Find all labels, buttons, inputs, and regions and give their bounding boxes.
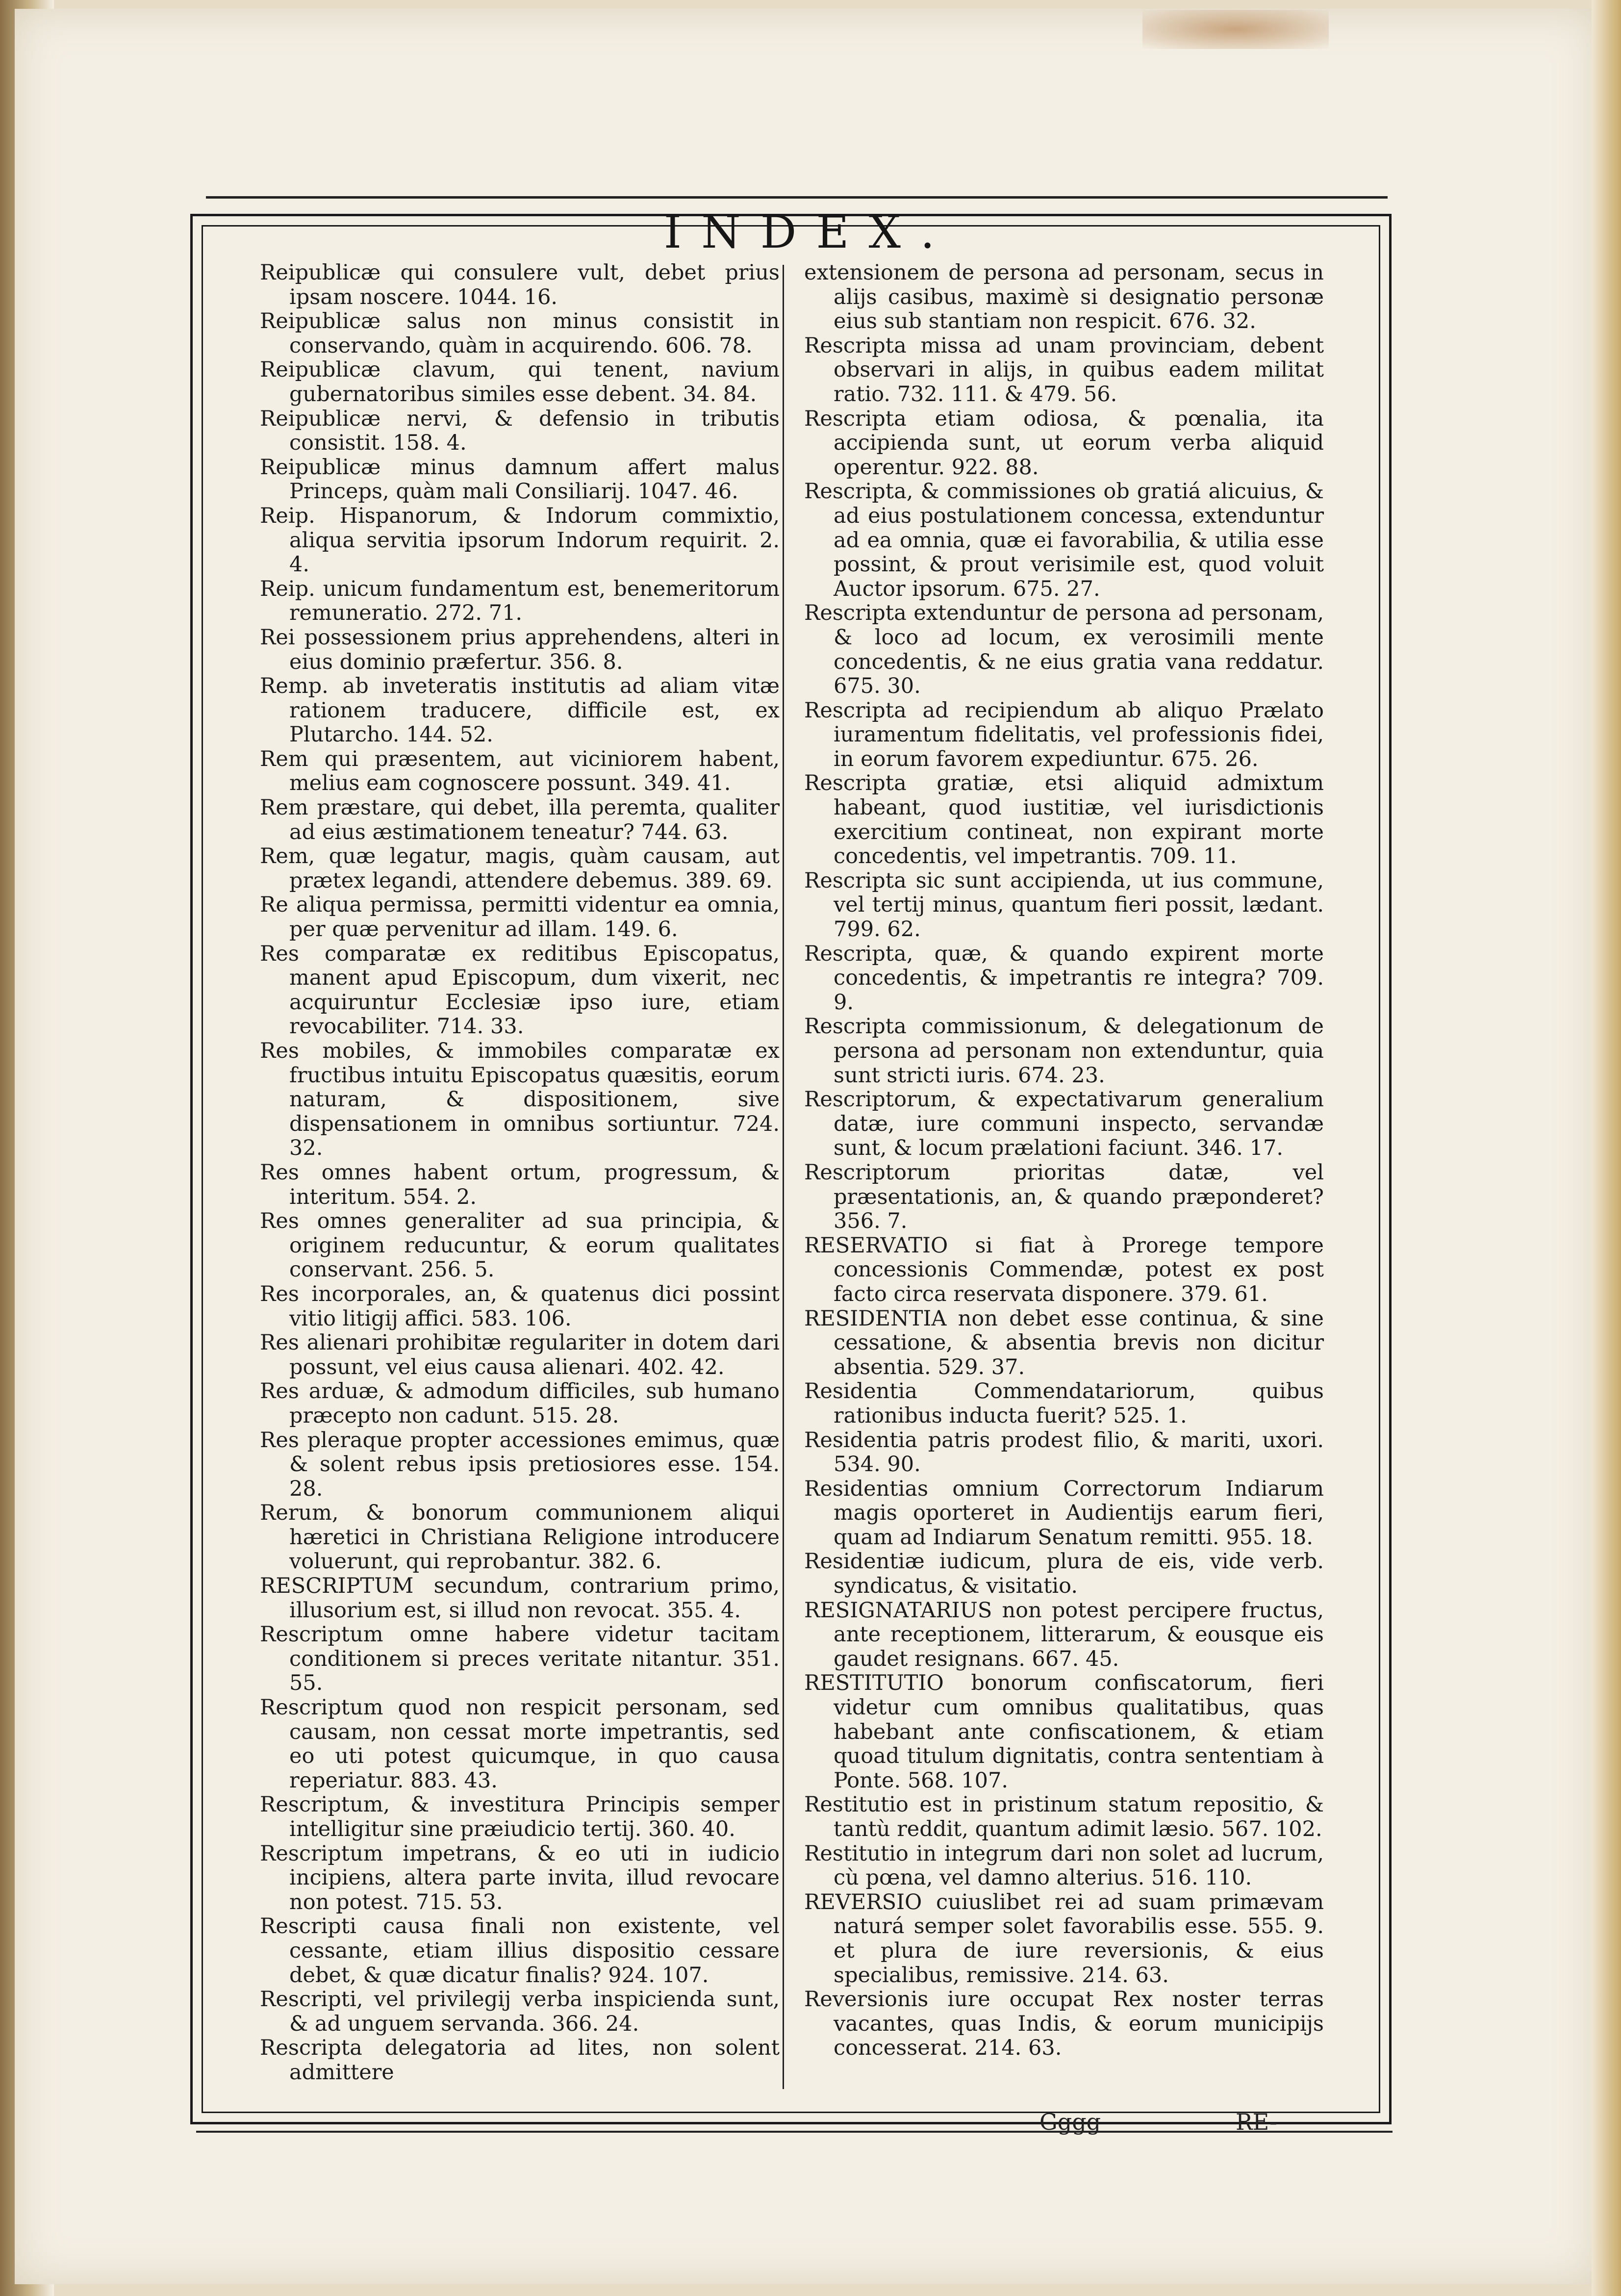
index-entry: Res omnes habent ortum, progressum, & interitum. 554. 2. bbox=[260, 1160, 780, 1209]
index-entry: Rescripta extenduntur de persona ad personam, & loco ad locum, ex verosimili mente concedentis, & ne eius gratia vana reddatur. 675. 30. bbox=[804, 601, 1324, 699]
index-entry: Re aliqua permissa, permitti videntur ea omnia, per quæ pervenitur ad illam. 149. 6. bbox=[260, 893, 780, 942]
index-entry: RESIDENTIA non debet esse continua, & sine cessatione, & absentia brevis non dicitur absentia. 529. 37. bbox=[804, 1306, 1324, 1379]
index-entry: Restitutio est in pristinum statum repositio, & tantù reddit, quantum adimit læsio. 567. 102. bbox=[804, 1792, 1324, 1841]
index-entry: Reip. unicum fundamentum est, benemeritorum remuneratio. 272. 71. bbox=[260, 576, 780, 626]
signature-mark: Gggg bbox=[1039, 2109, 1101, 2135]
index-entry: Rescripta sic sunt accipienda, ut ius commune, vel tertij minus, quantum fieri possit, lædant. 799. 62. bbox=[804, 868, 1324, 942]
index-entry: Rescripta etiam odiosa, & pœnalia, ita accipienda sunt, ut eorum verba aliquid operentur. 922. 88. bbox=[804, 406, 1324, 480]
index-entry: Rescriptum omne habere videtur tacitam conditionem si preces veritate nitantur. 351. 55. bbox=[260, 1622, 780, 1696]
index-entry: Res incorporales, an, & quatenus dici possint vitio litigij affici. 583. 106. bbox=[260, 1281, 780, 1331]
top-rule bbox=[206, 196, 1388, 199]
index-entry: Rei possessionem prius apprehendens, alteri in eius dominio præfertur. 356. 8. bbox=[260, 625, 780, 674]
index-entry: Rescriptum, & investitura Principis semper intelligitur sine præiudicio tertij. 360. 40. bbox=[260, 1792, 780, 1841]
index-entry: RESIGNATARIUS non potest percipere fructus, ante receptionem, litterarum, & eousque eis gaudet resignans. 667. 45. bbox=[804, 1598, 1324, 1671]
index-entry: Reipublicæ qui consulere vult, debet prius ipsam noscere. 1044. 16. bbox=[260, 260, 780, 309]
index-entry: Rescripta delegatoria ad lites, non solent admittere bbox=[260, 2036, 780, 2085]
index-entry: Reversionis iure occupat Rex noster terras vacantes, quas Indis, & eorum municipijs concesserat. 214. 63. bbox=[804, 1987, 1324, 2061]
right-column bbox=[804, 261, 1324, 2061]
index-entry: Rescriptum quod non respicit personam, sed causam, non cessat morte impetrantis, sed eo uti potest quicumque, in quo causa reperiatur. 883. 43. bbox=[260, 1695, 780, 1793]
index-entry: Reipublicæ salus non minus consistit in conservando, quàm in acquirendo. 606. 78. bbox=[260, 309, 780, 358]
index-entry: RESERVATIO si fiat à Prorege tempore concessionis Commendæ, potest ex post facto circa reservata disponere. 379. 61. bbox=[804, 1233, 1324, 1306]
index-entry: Rescripta missa ad unam provinciam, debent observari in alijs, in quibus eadem militat ratio. 732. 111. & 479. 56. bbox=[804, 333, 1324, 407]
index-entry: RESTITUTIO bonorum confiscatorum, fieri videtur cum omnibus qualitatibus, quas habebant ante confiscationem, & etiam quoad titulum dignitatis, contra sententiam à Ponte. 568. 107. bbox=[804, 1671, 1324, 1793]
index-entry: Res arduæ, & admodum difficiles, sub humano præcepto non cadunt. 515. 28. bbox=[260, 1379, 780, 1428]
index-entry: extensionem de persona ad personam, secus in alijs casibus, maximè si designatio personæ eius sub stantiam non respicit. 676. 32. bbox=[804, 260, 1324, 334]
index-entry: Rem qui præsentem, aut viciniorem habent, melius eam cognoscere possunt. 349. 41. bbox=[260, 746, 780, 796]
index-entry: Rescripta ad recipiendum ab aliquo Prælato iuramentum fidelitatis, vel professionis fidei, in eorum favorem expediuntur. 675. 26. bbox=[804, 698, 1324, 771]
left-column bbox=[260, 261, 780, 2085]
index-entry: Rem, quæ legatur, magis, quàm causam, aut prætex legandi, attendere debemus. 389. 69. bbox=[260, 844, 780, 893]
index-entry: Rescriptorum prioritas datæ, vel præsentationis, an, & quando præponderet? 356. 7. bbox=[804, 1160, 1324, 1234]
index-entry: Reip. Hispanorum, & Indorum commixtio, aliqua servitia ipsorum Indorum requirit. 2. 4. bbox=[260, 503, 780, 577]
index-entry: Rescriptorum, & expectativarum generalium datæ, iure communi inspecto, servandæ sunt, & locum prælationi faciunt. 346. 17. bbox=[804, 1087, 1324, 1161]
index-entry: Reipublicæ clavum, qui tenent, navium gubernatoribus similes esse debent. 34. 84. bbox=[260, 357, 780, 407]
index-entry: Remp. ab inveteratis institutis ad aliam vitæ rationem traducere, difficile est, ex Plutarcho. 144. 52. bbox=[260, 674, 780, 747]
index-entry: Rescripta, & commissiones ob gratiá alicuius, & ad eius postulationem concessa, extenduntur ad ea omnia, quæ ei favorabilia, & utilia esse possint, & prout verisimile est, quod voluit Auctor ipsorum. 675. 27. bbox=[804, 479, 1324, 601]
index-entry: RESCRIPTUM secundum, contrarium primo, illusorium est, si illud non revocat. 355. 4. bbox=[260, 1574, 780, 1623]
index-entry: Rescripta, quæ, & quando expirent morte concedentis, & impetrantis re integra? 709. 9. bbox=[804, 941, 1324, 1015]
index-entry: Residentia Commendatariorum, quibus rationibus inducta fuerit? 525. 1. bbox=[804, 1379, 1324, 1428]
bottom-rule bbox=[196, 2131, 1393, 2133]
index-entry: Rerum, & bonorum communionem aliqui hæretici in Christiana Religione introducere voluerunt, qui reprobantur. 382. 6. bbox=[260, 1501, 780, 1574]
index-entry: Rem præstare, qui debet, illa peremta, qualiter ad eius æstimationem teneatur? 744. 63. bbox=[260, 795, 780, 844]
index-entry: Res pleraque propter accessiones emimus, quæ & solent rebus ipsis pretiosiores esse. 154. 28. bbox=[260, 1428, 780, 1501]
column-divider bbox=[783, 265, 784, 2089]
page-edge bbox=[1592, 0, 1621, 2296]
page-title: INDEX. bbox=[663, 206, 955, 258]
index-entry: Restitutio in integrum dari non solet ad lucrum, cù pœna, vel damno alterius. 516. 110. bbox=[804, 1841, 1324, 1890]
index-entry: Residentias omnium Correctorum Indiarum magis oporteret in Audientijs earum fieri, quam ad Indiarum Senatum remitti. 955. 18. bbox=[804, 1476, 1324, 1550]
catchword: RE- bbox=[1236, 2109, 1277, 2135]
index-entry: Rescripta commissionum, & delegationum de persona ad personam non extenduntur, quia sunt stricti iuris. 674. 23. bbox=[804, 1014, 1324, 1088]
index-entry: Res alienari prohibitæ regulariter in dotem dari possunt, vel eius causa alienari. 402. 42. bbox=[260, 1330, 780, 1379]
index-entry: Residentia patris prodest filio, & mariti, uxori. 534. 90. bbox=[804, 1428, 1324, 1477]
index-entry: Res omnes generaliter ad sua principia, & originem reducuntur, & eorum qualitates conservant. 256. 5. bbox=[260, 1209, 780, 1282]
index-entry: Rescripti causa finali non existente, vel cessante, etiam illius dispositio cessare debet, & quæ dicatur finalis? 924. 107. bbox=[260, 1914, 780, 1988]
index-entry: Reipublicæ minus damnum affert malus Princeps, quàm mali Consiliarij. 1047. 46. bbox=[260, 455, 780, 504]
index-entry: Reipublicæ nervi, & defensio in tributis consistit. 158. 4. bbox=[260, 406, 780, 456]
index-entry: Residentiæ iudicum, plura de eis, vide verb. syndicatus, & visitatio. bbox=[804, 1549, 1324, 1599]
index-entry: Res mobiles, & immobiles comparatæ ex fructibus intuitu Episcopatus quæsitis, eorum naturam, & dispositionem, sive dispensationem in omnibus sortiuntur. 724. 32. bbox=[260, 1039, 780, 1161]
index-entry: Rescripta gratiæ, etsi aliquid admixtum habeant, quod iustitiæ, vel iurisdictionis exercitium contineat, non expirant morte concedentis, vel impetrantis. 709. 11. bbox=[804, 771, 1324, 869]
index-entry: Rescripti, vel privilegij verba inspicienda sunt, & ad unguem servanda. 366. 24. bbox=[260, 1987, 780, 2036]
index-entry: Rescriptum impetrans, & eo uti in iudicio incipiens, altera parte invita, illud revocare non potest. 715. 53. bbox=[260, 1841, 780, 1914]
index-entry: REVERSIO cuiuslibet rei ad suam primævam naturá semper solet favorabilis esse. 555. 9. et plura de iure reversionis, & eius specialibus, remissive. 214. 63. bbox=[804, 1889, 1324, 1988]
water-stain bbox=[1142, 10, 1329, 49]
index-entry: Res comparatæ ex reditibus Episcopatus, manent apud Episcopum, dum vixerit, nec acquiruntur Ecclesiæ ipso iure, etiam revocabiliter. 714. 33. bbox=[260, 941, 780, 1039]
